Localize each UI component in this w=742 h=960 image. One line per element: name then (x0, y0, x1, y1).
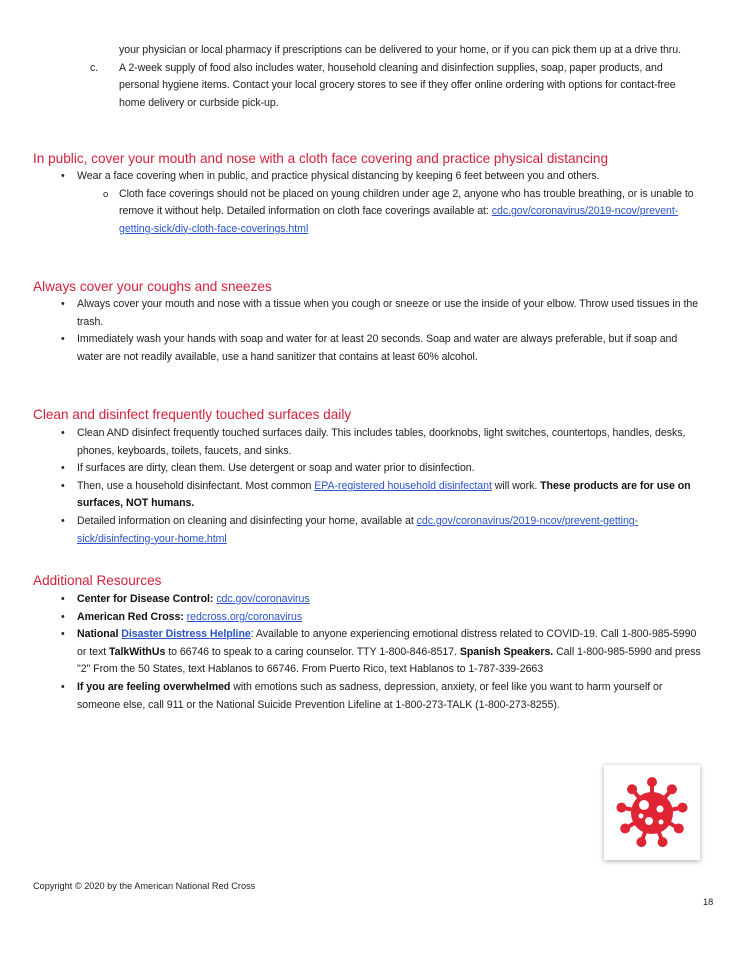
list-item (61, 460, 701, 478)
circle-marker: o (103, 188, 109, 200)
list-item-text: If surfaces are dirty, clean them. Use detergent or soap and water prior to disinfection. (77, 462, 475, 475)
virus-spot (659, 820, 664, 825)
text-run: with emotions such as sadness, depression, anxiety, or feel like you want to harm yourself or someone else, call 911 or the National Suicide Prevention Lifeline at 1-800-273-TALK (1-800-273-8255). (77, 680, 663, 711)
text-run: : Available to anyone experiencing emotional distress related to COVID-19. Call 1-800-985-5990 or text (77, 628, 697, 658)
section-heading-face-covering: In public, cover your mouth and nose with a cloth face covering and practice physical distancing (33, 151, 609, 166)
list-item (61, 626, 701, 679)
bullet-marker: • (61, 427, 65, 439)
virus-spike-knob (620, 824, 630, 834)
bullet-marker: • (61, 298, 65, 310)
list-item (61, 679, 701, 714)
list-item (61, 478, 701, 513)
bold-keyword: If you are feeling overwhelmed (77, 680, 231, 693)
disinfecting-home-link[interactable]: cdc.gov/coronavirus/2019-ncov/prevent-getting-sick/disinfecting-your-home.html (77, 514, 639, 545)
bullet-marker: • (61, 680, 65, 693)
list-item-text (77, 513, 701, 548)
virus-spot (639, 814, 644, 819)
bullet-marker: • (61, 170, 65, 182)
section-heading-resources: Additional Resources (33, 573, 162, 588)
virus-spike-knob (636, 837, 646, 847)
list-item-text: Immediately wash your hands with soap and water for at least 20 seconds. Soap and water are always preferable, but if soap and water are not readily available, use a hand sanitizer that contains at least 60% alcohol. (77, 333, 678, 363)
coughs-list (61, 296, 701, 366)
face-covering-list (61, 168, 701, 238)
virus-spot (657, 806, 664, 813)
text-run: will work. (491, 479, 541, 492)
bold-warning: These products are for use on surfaces, NOT humans. (77, 479, 691, 510)
page-number: 18 (703, 897, 714, 907)
list-item-text: Always cover your mouth and nose with a tissue when you cough or sneeze or use the inside of your elbow. Throw used tissues in the trash. (77, 298, 699, 328)
virus-spike-knob (667, 784, 677, 794)
list-item (61, 425, 701, 460)
list-item (61, 168, 701, 186)
virus-icon-card (604, 765, 700, 860)
text-run: Detailed information on cleaning and disinfecting your home, available at (77, 514, 417, 527)
list-item (61, 591, 701, 609)
list-item (61, 609, 701, 627)
text-run: Then, use a household disinfectant. Most common (77, 479, 315, 492)
clean-list (61, 425, 701, 548)
virus-spike-knob (658, 837, 668, 847)
cloth-face-coverings-link[interactable]: cdc.gov/coronavirus/2019-ncov/prevent-getting-sick/diy-cloth-face-coverings.html (119, 205, 679, 235)
virus-icon (604, 765, 700, 860)
list-item-text: A 2-week supply of food also includes water, household cleaning and disinfection supplies, soap, paper products, and personal hygiene items. Contact your local grocery stores to see if they offer online ordering with options for contact-free home delivery or curbside pick-up. (119, 61, 676, 109)
text-run: to 66746 to speak to a caring counselor. TTY 1-800-846-8517. (165, 645, 460, 658)
section-heading-clean: Clean and disinfect frequently touched surfaces daily (33, 407, 352, 422)
list-item-b-continuation: your physician or local pharmacy if prescriptions can be delivered to your home, or if you can pick them up at a drive thru. (119, 44, 682, 56)
resource-label: National (77, 628, 119, 641)
bold-keyword: TalkWithUs (108, 645, 166, 658)
cdc-coronavirus-link[interactable]: cdc.gov/coronavirus (216, 593, 310, 605)
list-item-text (77, 591, 701, 609)
bullet-marker: • (61, 333, 65, 346)
virus-spike-knob (616, 803, 626, 813)
bullet-marker: • (61, 479, 65, 492)
sub-list-item (103, 186, 701, 239)
virus-spike-knob (674, 824, 684, 834)
bullet-marker: • (61, 462, 65, 475)
text-run: Call 1-800-985-5990 and press "2" From the 50 States, text Hablanos to 66746. From Puerto Rico, text Hablanos to 1-787-339-2663 (77, 645, 701, 676)
list-item-c (90, 60, 704, 113)
list-item-text (77, 478, 701, 513)
virus-spot (645, 817, 653, 825)
bullet-marker: • (61, 514, 65, 527)
list-item-text (77, 679, 701, 714)
virus-spike-knob (627, 784, 637, 794)
resources-list (61, 591, 701, 714)
bullet-marker: • (61, 610, 65, 623)
section-heading-coughs: Always cover your coughs and sneezes (33, 279, 272, 294)
list-marker: c. (90, 61, 99, 74)
list-item-text (77, 609, 701, 627)
bold-keyword: Spanish Speakers. (459, 645, 554, 658)
virus-spike-knob (678, 803, 688, 813)
list-item-text: Wear a face covering when in public, and practice physical distancing by keeping 6 feet between you and others. (77, 170, 600, 182)
copyright-notice: Copyright © 2020 by the American National Red Cross (33, 881, 256, 891)
list-item-text (77, 626, 701, 679)
virus-body (631, 792, 673, 834)
bullet-marker: • (61, 593, 65, 605)
list-item (61, 331, 701, 366)
list-item (61, 513, 701, 548)
list-item-text (119, 186, 701, 239)
redcross-coronavirus-link[interactable]: redcross.org/coronavirus (186, 610, 303, 623)
virus-spot (639, 800, 649, 810)
disaster-distress-helpline-link[interactable] (121, 628, 250, 640)
helpline-link-text[interactable]: Disaster Distress Helpline (121, 628, 251, 641)
bullet-marker: • (61, 628, 65, 641)
intro-list (90, 42, 704, 112)
list-item (61, 296, 701, 331)
list-item-text: Clean AND disinfect frequently touched surfaces daily. This includes tables, doorknobs, light switches, countertops, handles, desks, phones, keyboards, toilets, faucets, and sinks. (77, 427, 686, 457)
resource-label: Center for Disease Control: (77, 593, 214, 605)
epa-disinfectant-link[interactable]: EPA-registered household disinfectant (314, 479, 492, 492)
resource-label: American Red Cross: (77, 610, 184, 623)
sub-item-text: Cloth face coverings should not be placed on young children under age 2, anyone who has trouble breathing, or is unable to remove it without help. Detailed information on cloth face coverings available at: (119, 187, 694, 218)
virus-spike-knob (647, 777, 657, 787)
